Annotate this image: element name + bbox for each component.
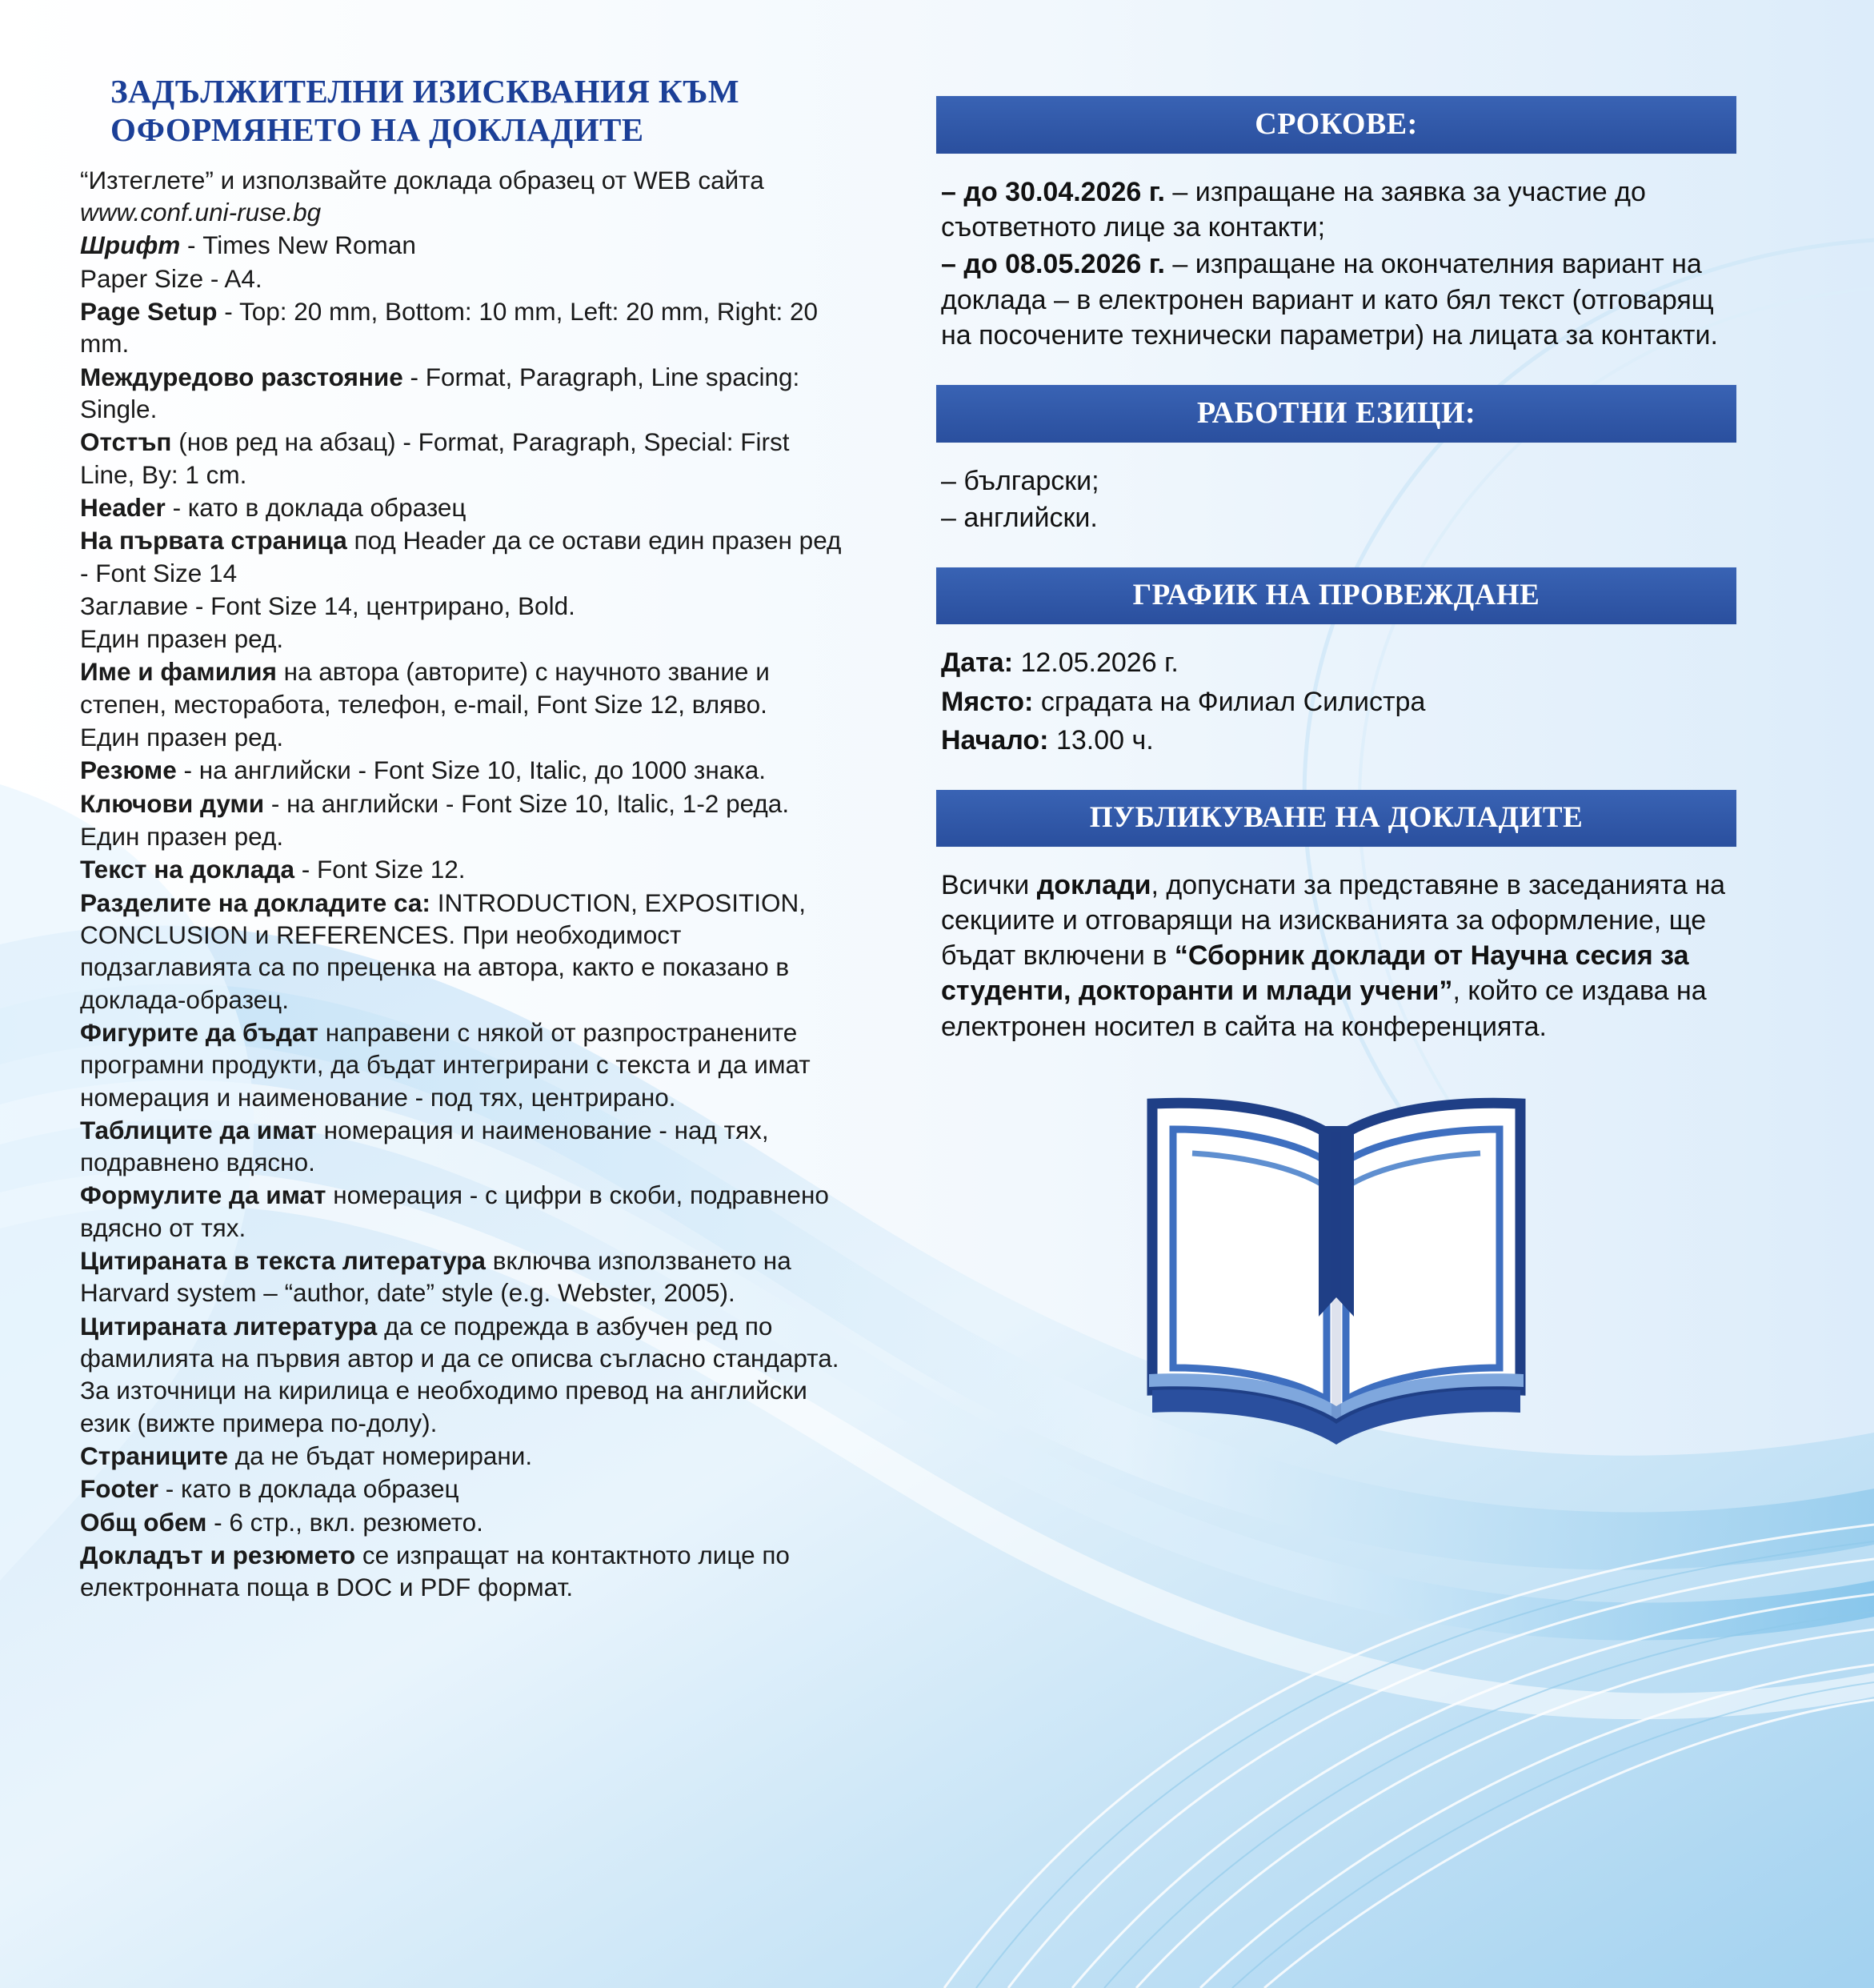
indent: Отстъп (нов ред на абзац) - Format, Paragraph, Special: First Line, By: 1 cm. — [80, 427, 790, 489]
font: Шрифт - Times New Roman — [80, 230, 416, 260]
empty-line-1: Един празен ред. — [80, 624, 284, 654]
lang-en: – английски. — [941, 503, 1098, 534]
page-title: ЗАДЪЛЖИТЕЛНИ ИЗИСКВАНИЯ КЪМ ОФОРМЯНЕТО НА ДОКЛАДИТЕ — [110, 73, 739, 149]
languages-block — [936, 463, 1736, 535]
deadline-1: – до 30.04.2026 г. – изпращане на заявка за участие до съответното лице за контакти; — [941, 177, 1646, 243]
abstract: Резюме - на английски - Font Size 10, Italic, до 1000 знака. — [80, 756, 766, 785]
lang-bg: – български; — [941, 465, 1099, 496]
schedule-date: Дата: 12.05.2026 г. — [941, 647, 1179, 679]
figures: Фигурите да бъдат направени с някой от разпространените програмни продукти, да бъдат интегрирани с текста и да имат номерация и наименование - под тях, центрирано. — [80, 1017, 811, 1112]
keywords: Ключови думи - на английски - Font Size 10, Italic, 1-2 реда. — [80, 788, 790, 818]
sections: Разделите на докладите са: INTRODUCTION, EXPOSITION, CONCLUSION и REFERENCES. При необходимост подзаглавията са по преценка на автора, както е показано в доклада-образец. — [80, 888, 806, 1014]
references: Цитираната литература да се подрежда в азбучен ред по фамилията на първия автор и да се описва съгласно стандарта. За източници на кирилица е необходимо превод на английски език (вижте примера по-долу). — [80, 1311, 839, 1437]
total-volume: Общ обем - 6 стр., вкл. резюмето. — [80, 1507, 483, 1537]
publication-block — [936, 868, 1736, 1044]
paper-size: Paper Size - A4. — [80, 263, 262, 293]
empty-line-3: Един празен ред. — [80, 822, 284, 851]
deadlines-heading: СРОКОВЕ: — [936, 96, 1736, 154]
formulas: Формулите да имат номерация - с цифри в скоби, подравнено вдясно от тях. — [80, 1180, 829, 1242]
languages-heading: РАБОТНИ ЕЗИЦИ: — [936, 385, 1736, 443]
deadline-2: – до 08.05.2026 г. – изпращане на окончателния вариант на доклада – в електронен вариант и като бял текст (отговарящ на посочените технически параметри) на лицата за контакти. — [941, 249, 1718, 351]
footer: Footer - като в доклада образец — [80, 1474, 459, 1504]
first-page: На първата страница под Header да се остави един празен ред - Font Size 14 — [80, 526, 842, 587]
left-column — [80, 72, 848, 1988]
tables: Таблиците да имат номерация и наименование - над тях, подравнено вдясно. — [80, 1115, 769, 1177]
header: Header - като в доклада образец — [80, 492, 466, 522]
schedule-heading: ГРАФИК НА ПРОВЕЖДАНЕ — [936, 567, 1736, 624]
author-name: Име и фамилия на автора (авторите) с научното звание и степен, месторабота, телефон, e-mail, Font Size 12, вляво. — [80, 657, 770, 719]
body-text: Текст на доклада - Font Size 12. — [80, 855, 466, 884]
requirements-list — [80, 164, 848, 1604]
publication-heading: ПУБЛИКУВАНЕ НА ДОКЛАДИТЕ — [936, 790, 1736, 847]
schedule-block — [936, 645, 1736, 758]
schedule-place: Място: сградата на Филиал Силистра — [941, 686, 1426, 717]
line-spacing: Междуредово разстояние - Format, Paragraph, Line spacing: Single. — [80, 362, 800, 423]
deadlines-block — [936, 174, 1736, 353]
page-setup: Page Setup - Top: 20 mm, Bottom: 10 mm, Left: 20 mm, Right: 20 mm. — [80, 297, 818, 359]
citations: Цитираната в текста литература включва използването на Harvard system – “author, date” style (e.g. Webster, 2005). — [80, 1246, 791, 1308]
download: “Изтеглете” и използвайте доклада образец от WEB сайта www.conf.uni-ruse.bg — [80, 165, 764, 227]
submission: Докладът и резюмето се изпращат на контактното лице по електронната поща в DOC и PDF формат. — [80, 1540, 790, 1602]
publication-text: Всички доклади, допуснати за представяне в заседанията на секциите и отговарящи на изискванията за оформление, ще бъдат включени в “Сборник доклади от Научна сесия за студенти, докторанти и млади учени”, който се издава на електронен носител в сайта на конференцията. — [941, 869, 1726, 1042]
empty-line-2: Един празен ред. — [80, 723, 284, 752]
pages: Страниците да не бъдат номерирани. — [80, 1441, 533, 1470]
schedule-start: Начало: 13.00 ч. — [941, 724, 1154, 756]
open-book-illustration — [1096, 1076, 1576, 1445]
right-column — [936, 72, 1736, 1988]
title-line: Заглавие - Font Size 14, центрирано, Bold. — [80, 591, 575, 620]
